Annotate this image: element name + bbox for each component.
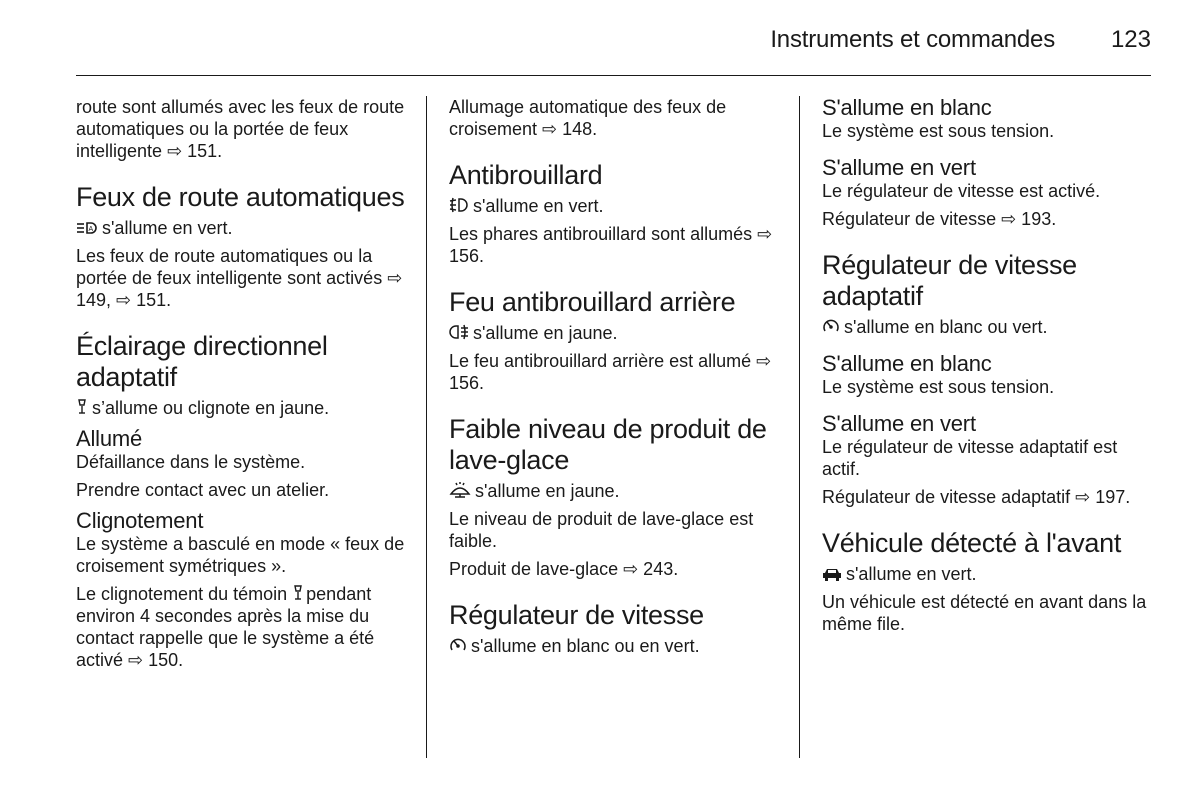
subsection-title: S'allume en blanc: [822, 351, 992, 376]
indicator-line: s'allume en blanc ou vert.: [822, 316, 1157, 338]
subsection-title: Clignotement: [76, 508, 204, 533]
section-title: Régulateur de vitesse: [449, 600, 704, 630]
paragraph: Le clignotement du témoin pendant environ 4 secondes après la mise du contact rappelle que le système a été activé ⇨ 150.: [76, 584, 375, 670]
paragraph: Un véhicule est détecté en avant dans la même file.: [822, 592, 1147, 634]
adaptive-cruise-control-icon: [822, 318, 840, 334]
section-title: Antibrouillard: [449, 160, 603, 190]
paragraph: Le système a basculé en mode « feux de croisement symétriques ».: [76, 534, 405, 576]
adaptive-lighting-icon: [76, 399, 88, 415]
indicator-line: A s'allume en vert.: [76, 217, 411, 239]
paragraph: Produit de lave-glace ⇨ 243.: [449, 559, 679, 579]
indicator-line: s'allume en jaune.: [449, 322, 784, 344]
indicator-line: s'allume en vert.: [822, 563, 1157, 585]
paragraph: Régulateur de vitesse adaptatif ⇨ 197.: [822, 487, 1131, 507]
page-number: 123: [1110, 26, 1151, 53]
svg-text:A: A: [88, 226, 94, 233]
paragraph: Les phares antibrouillard sont allumés ⇨ 156.: [449, 224, 773, 266]
column-divider: [426, 96, 427, 758]
page-header: [76, 24, 1151, 76]
paragraph: Défaillance dans le système.: [76, 452, 306, 472]
column-1: [76, 96, 411, 677]
column-3: [822, 96, 1157, 641]
rear-fog-light-icon: [449, 324, 469, 340]
paragraph: Le feu antibrouillard arrière est allumé ⇨ 156.: [449, 351, 772, 393]
front-fog-light-icon: [449, 197, 469, 213]
section-title: Véhicule détecté à l'avant: [822, 528, 1122, 558]
paragraph: Prendre contact avec un atelier.: [76, 480, 330, 500]
subsection-title: S'allume en blanc: [822, 95, 992, 120]
section-title: Éclairage directionnel adaptatif: [76, 331, 328, 392]
indicator-line: s'allume en vert.: [449, 195, 784, 217]
subsection-title: Allumé: [76, 426, 143, 451]
paragraph: Le régulateur de vitesse adaptatif est actif.: [822, 437, 1118, 479]
indicator-line: s’allume ou clignote en jaune.: [76, 397, 411, 419]
intro-paragraph: Allumage automatique des feux de croisement ⇨ 148.: [449, 97, 727, 139]
paragraph: Le régulateur de vitesse est activé.: [822, 181, 1101, 201]
column-divider: [799, 96, 800, 758]
washer-fluid-icon: [449, 482, 471, 498]
section-title: Faible niveau de produit de lave-glace: [449, 414, 767, 475]
adaptive-lighting-icon: [292, 585, 304, 601]
indicator-line: s'allume en jaune.: [449, 480, 784, 502]
section-title: Feux de route automatiques: [76, 182, 405, 212]
subsection-title: S'allume en vert: [822, 155, 976, 180]
page-title: Instruments et commandes: [770, 26, 1055, 53]
paragraph: Le système est sous tension.: [822, 121, 1055, 141]
auto-high-beam-icon: [76, 221, 98, 235]
indicator-line: s'allume en blanc ou en vert.: [449, 635, 784, 657]
header-rule: [76, 75, 1151, 76]
paragraph: Le niveau de produit de lave-glace est faible.: [449, 509, 754, 551]
section-title: Régulateur de vitesse adaptatif: [822, 250, 1077, 311]
cruise-control-icon: [449, 637, 467, 653]
paragraph: Le système est sous tension.: [822, 377, 1055, 397]
vehicle-ahead-icon: [822, 567, 842, 581]
paragraph: Les feux de route automatiques ou la portée de feux intelligente sont activés ⇨ 149, ⇨ 151.: [76, 246, 403, 310]
paragraph: Régulateur de vitesse ⇨ 193.: [822, 209, 1057, 229]
column-2: [449, 96, 784, 663]
subsection-title: S'allume en vert: [822, 411, 976, 436]
section-title: Feu antibrouillard arrière: [449, 287, 736, 317]
intro-paragraph: route sont allumés avec les feux de route automatiques ou la portée de feux intelligente ⇨ 151.: [76, 97, 405, 161]
